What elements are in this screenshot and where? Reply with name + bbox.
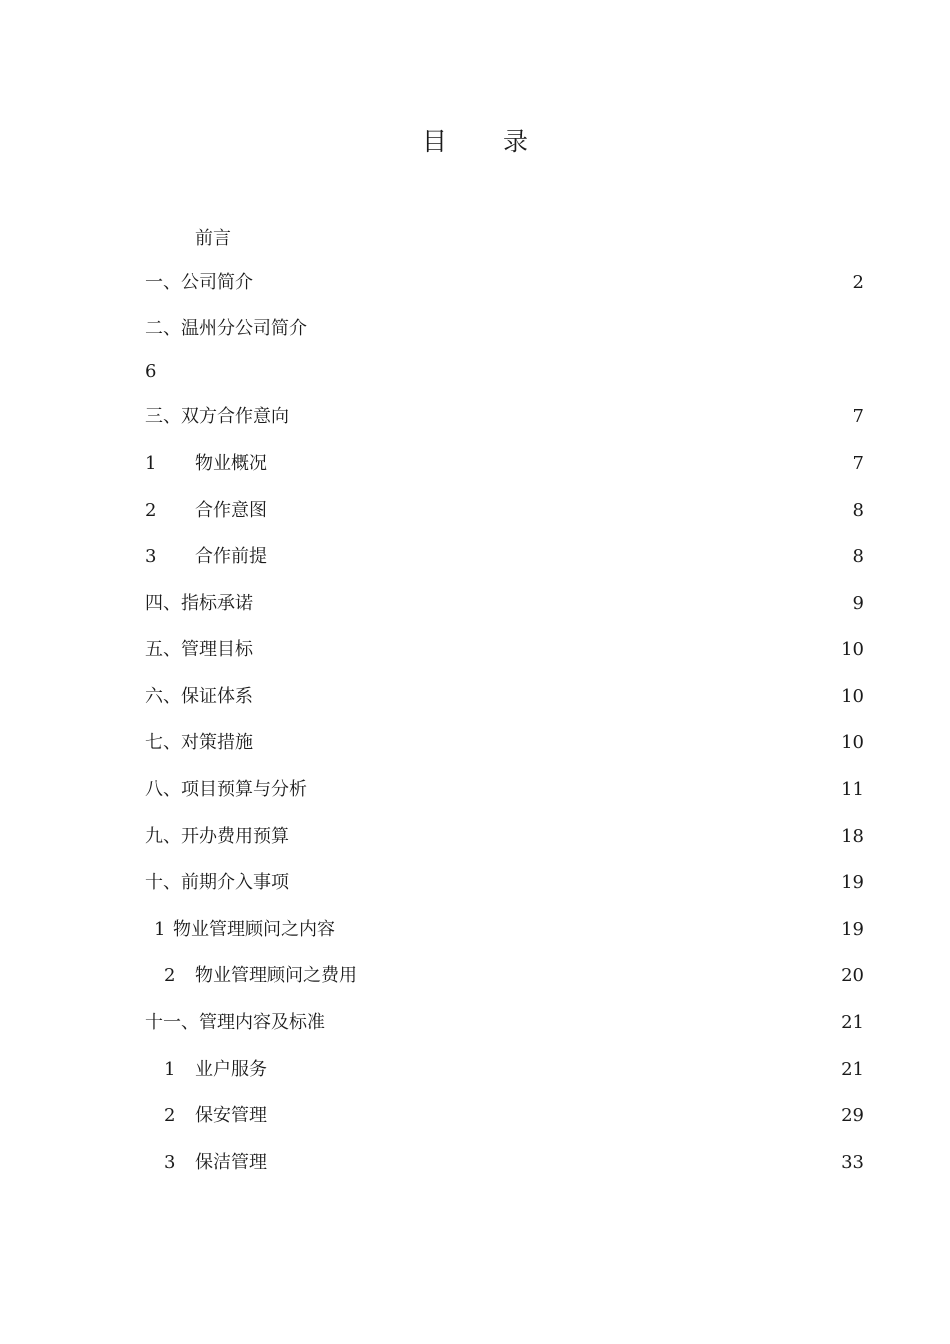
toc-entry-number: 1 <box>164 1059 176 1080</box>
toc-entry <box>0 269 950 297</box>
toc-entry-number: 2 <box>164 965 176 986</box>
toc-entry-text: 七、对策措施 <box>145 732 253 753</box>
toc-entry-text: 八、项目预算与分析 <box>145 779 307 800</box>
toc-entry <box>0 683 950 711</box>
toc-entry-page: 21 <box>841 1059 864 1080</box>
toc-entry-page: 19 <box>841 872 864 893</box>
toc-entry-page: 18 <box>841 826 864 847</box>
toc-entry-text: 六、保证体系 <box>145 686 253 707</box>
toc-entry-number: 2 <box>145 500 157 521</box>
toc-entry-page: 7 <box>852 406 864 427</box>
toc-entry-page: 9 <box>852 593 864 614</box>
toc-entry-text: 合作前提 <box>195 546 267 567</box>
toc-entry <box>0 636 950 664</box>
toc-entry-text: 物业管理顾问之费用 <box>195 965 357 986</box>
toc-entry-text: 五、管理目标 <box>145 639 253 660</box>
toc-entry-text: 保洁管理 <box>195 1152 267 1173</box>
toc-entry <box>0 315 950 343</box>
toc-entry-text: 九、开办费用预算 <box>145 826 289 847</box>
toc-entry-number: 6 <box>145 361 157 382</box>
toc-entry-text: 保安管理 <box>195 1105 267 1126</box>
toc-entry-wrapped-page <box>0 358 950 386</box>
toc-subentry <box>0 962 950 990</box>
toc-entry-text: 三、双方合作意向 <box>145 406 289 427</box>
toc-entry <box>0 590 950 618</box>
toc-entry-page: 33 <box>841 1152 864 1173</box>
toc-subentry <box>0 1056 950 1084</box>
toc-entry <box>0 869 950 897</box>
toc-subentry <box>0 543 950 571</box>
toc-subentry <box>0 1149 950 1177</box>
toc-entry-page: 7 <box>852 453 864 474</box>
toc-entry <box>0 823 950 851</box>
toc-entry-number: 3 <box>164 1152 176 1173</box>
toc-entry <box>0 403 950 431</box>
toc-entry-number: 3 <box>145 546 157 567</box>
toc-entry-preface <box>0 225 950 253</box>
toc-entry-text: 前言 <box>195 228 231 249</box>
toc-entry-page: 20 <box>841 965 864 986</box>
toc-subentry <box>0 1102 950 1130</box>
toc-entry-number: 2 <box>164 1105 176 1126</box>
toc-entry-text: 物业概况 <box>195 453 267 474</box>
toc-subentry <box>0 497 950 525</box>
toc-entry-page: 11 <box>841 779 864 800</box>
toc-entry-page: 10 <box>841 639 864 660</box>
toc-entry-text: 十一、管理内容及标准 <box>145 1012 325 1033</box>
toc-entry-page: 8 <box>852 500 864 521</box>
toc-entry <box>0 729 950 757</box>
toc-entry-text: 一、公司简介 <box>145 272 253 293</box>
toc-entry-text: 十、前期介入事项 <box>145 872 289 893</box>
toc-entry-page: 8 <box>852 546 864 567</box>
toc-entry <box>0 1009 950 1037</box>
toc-entry-page: 29 <box>841 1105 864 1126</box>
toc-entry-page: 19 <box>841 919 864 940</box>
toc-entry-text: 物业管理顾问之内容 <box>173 919 335 940</box>
toc-entry-text: 四、指标承诺 <box>145 593 253 614</box>
toc-entry-page: 10 <box>841 732 864 753</box>
toc-entry-page: 21 <box>841 1012 864 1033</box>
toc-subentry <box>0 450 950 478</box>
toc-entry-text: 二、温州分公司简介 <box>145 318 307 339</box>
toc-entry-number: 1 <box>145 453 157 474</box>
toc-subentry <box>0 916 950 944</box>
toc-entry-number: 1 <box>154 919 166 940</box>
toc-entry <box>0 776 950 804</box>
toc-entry-page: 2 <box>852 272 864 293</box>
toc-title: 目 录 <box>422 127 552 156</box>
toc-entry-page: 10 <box>841 686 864 707</box>
toc-entry-text: 业户服务 <box>195 1059 267 1080</box>
toc-entry-text: 合作意图 <box>195 500 267 521</box>
